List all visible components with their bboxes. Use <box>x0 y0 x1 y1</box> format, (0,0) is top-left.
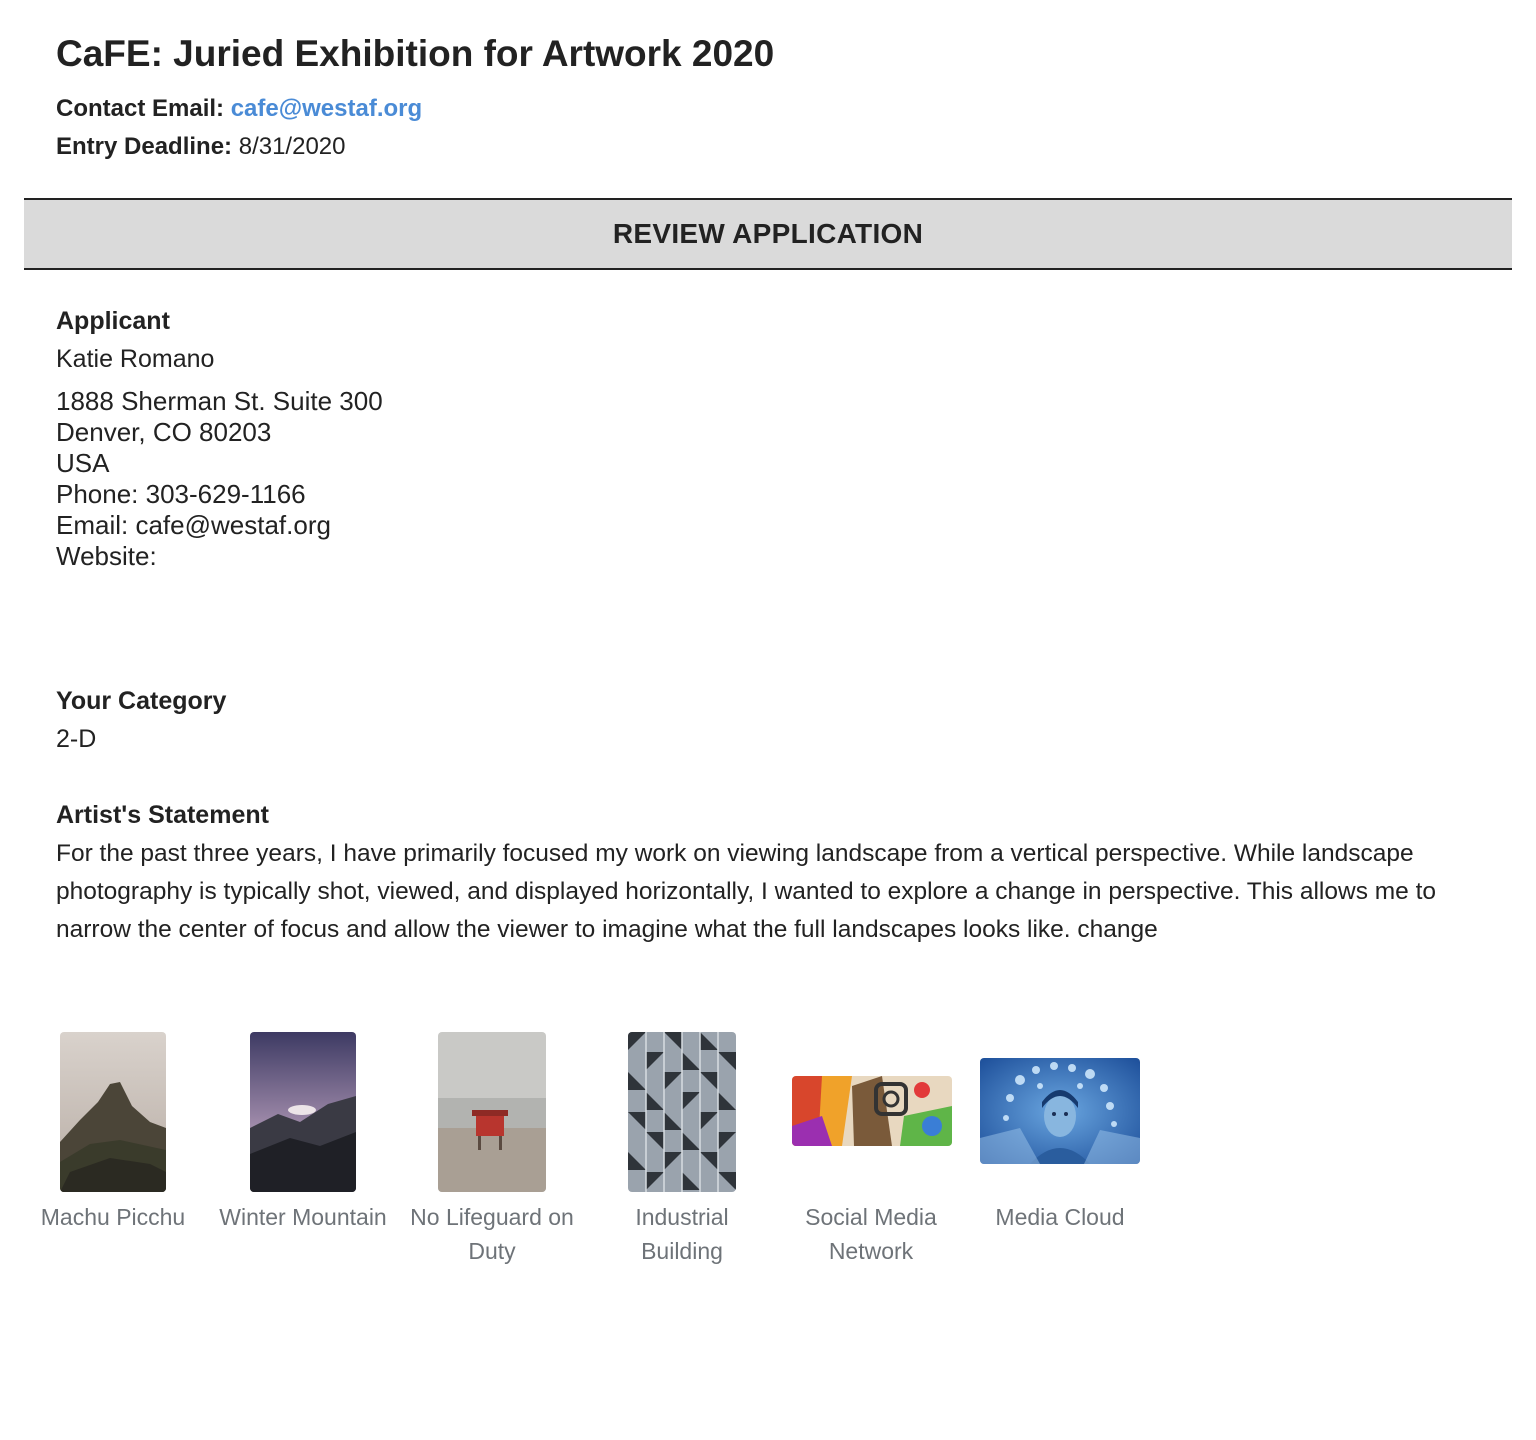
artwork-thumbnail-industrial-building[interactable] <box>628 1032 736 1192</box>
address-line-2: Denver, CO 80203 <box>56 417 272 447</box>
address-line-1: 1888 Sherman St. Suite 300 <box>56 386 383 416</box>
contact-email-label: Contact Email: <box>56 95 225 122</box>
statement-label: Artist's Statement <box>56 801 269 829</box>
face-photo-icon <box>980 1058 1140 1164</box>
applicant-name: Katie Romano <box>56 345 215 373</box>
artwork-caption[interactable]: Winter Mountain <box>219 1204 387 1230</box>
building-photo-icon <box>628 1032 736 1192</box>
artwork-thumbnail-winter-mountain[interactable] <box>250 1032 356 1192</box>
artwork-thumbnail-no-lifeguard[interactable] <box>438 1032 546 1192</box>
statement-text: For the past three years, I have primarily focused my work on viewing landscape from a vertical perspective. While landscape photography is typically shot, viewed, and displayed horizontally, I wanted to explore a change in perspective. This allows me to narrow the center of focus and allow the viewer to imagine what the full landscapes looks like. change <box>56 840 1437 943</box>
applicant-email: Email: cafe@westaf.org <box>56 510 331 540</box>
entry-deadline-line <box>56 132 346 162</box>
artwork-thumbnail-machu-picchu[interactable] <box>60 1032 166 1192</box>
applicant-phone: Phone: 303-629-1166 <box>56 479 306 509</box>
entry-deadline-value: 8/31/2020 <box>238 133 346 160</box>
contact-email-line <box>56 94 422 124</box>
address-country: USA <box>56 448 110 478</box>
entry-deadline-label: Entry Deadline: <box>56 133 233 160</box>
beach-photo-icon <box>438 1032 546 1192</box>
applicant-website: Website: <box>56 541 157 571</box>
artwork-thumbnail-media-cloud[interactable] <box>980 1058 1140 1164</box>
section-title: REVIEW APPLICATION <box>612 218 924 249</box>
artwork-caption[interactable]: Media Cloud <box>995 1204 1125 1230</box>
applicant-address <box>56 386 383 572</box>
category-label: Your Category <box>56 687 227 715</box>
applicant-label: Applicant <box>56 307 170 335</box>
page-title: CaFE: Juried Exhibition for Artwork 2020 <box>56 33 775 74</box>
review-application-bar <box>24 198 1512 270</box>
artwork-caption[interactable]: Social Media Network <box>805 1204 937 1264</box>
artwork-caption[interactable]: Industrial Building <box>635 1204 729 1264</box>
contact-email-link[interactable]: cafe@westaf.org <box>230 95 423 122</box>
artwork-caption[interactable]: No Lifeguard on Duty <box>410 1204 574 1264</box>
mountain-photo-icon <box>60 1032 166 1192</box>
artwork-thumbnail-social-media-network[interactable] <box>792 1076 952 1146</box>
collage-photo-icon <box>792 1076 952 1146</box>
artwork-caption[interactable]: Machu Picchu <box>40 1204 186 1230</box>
category-value: 2-D <box>56 725 97 753</box>
mountain-photo-icon <box>250 1032 356 1192</box>
